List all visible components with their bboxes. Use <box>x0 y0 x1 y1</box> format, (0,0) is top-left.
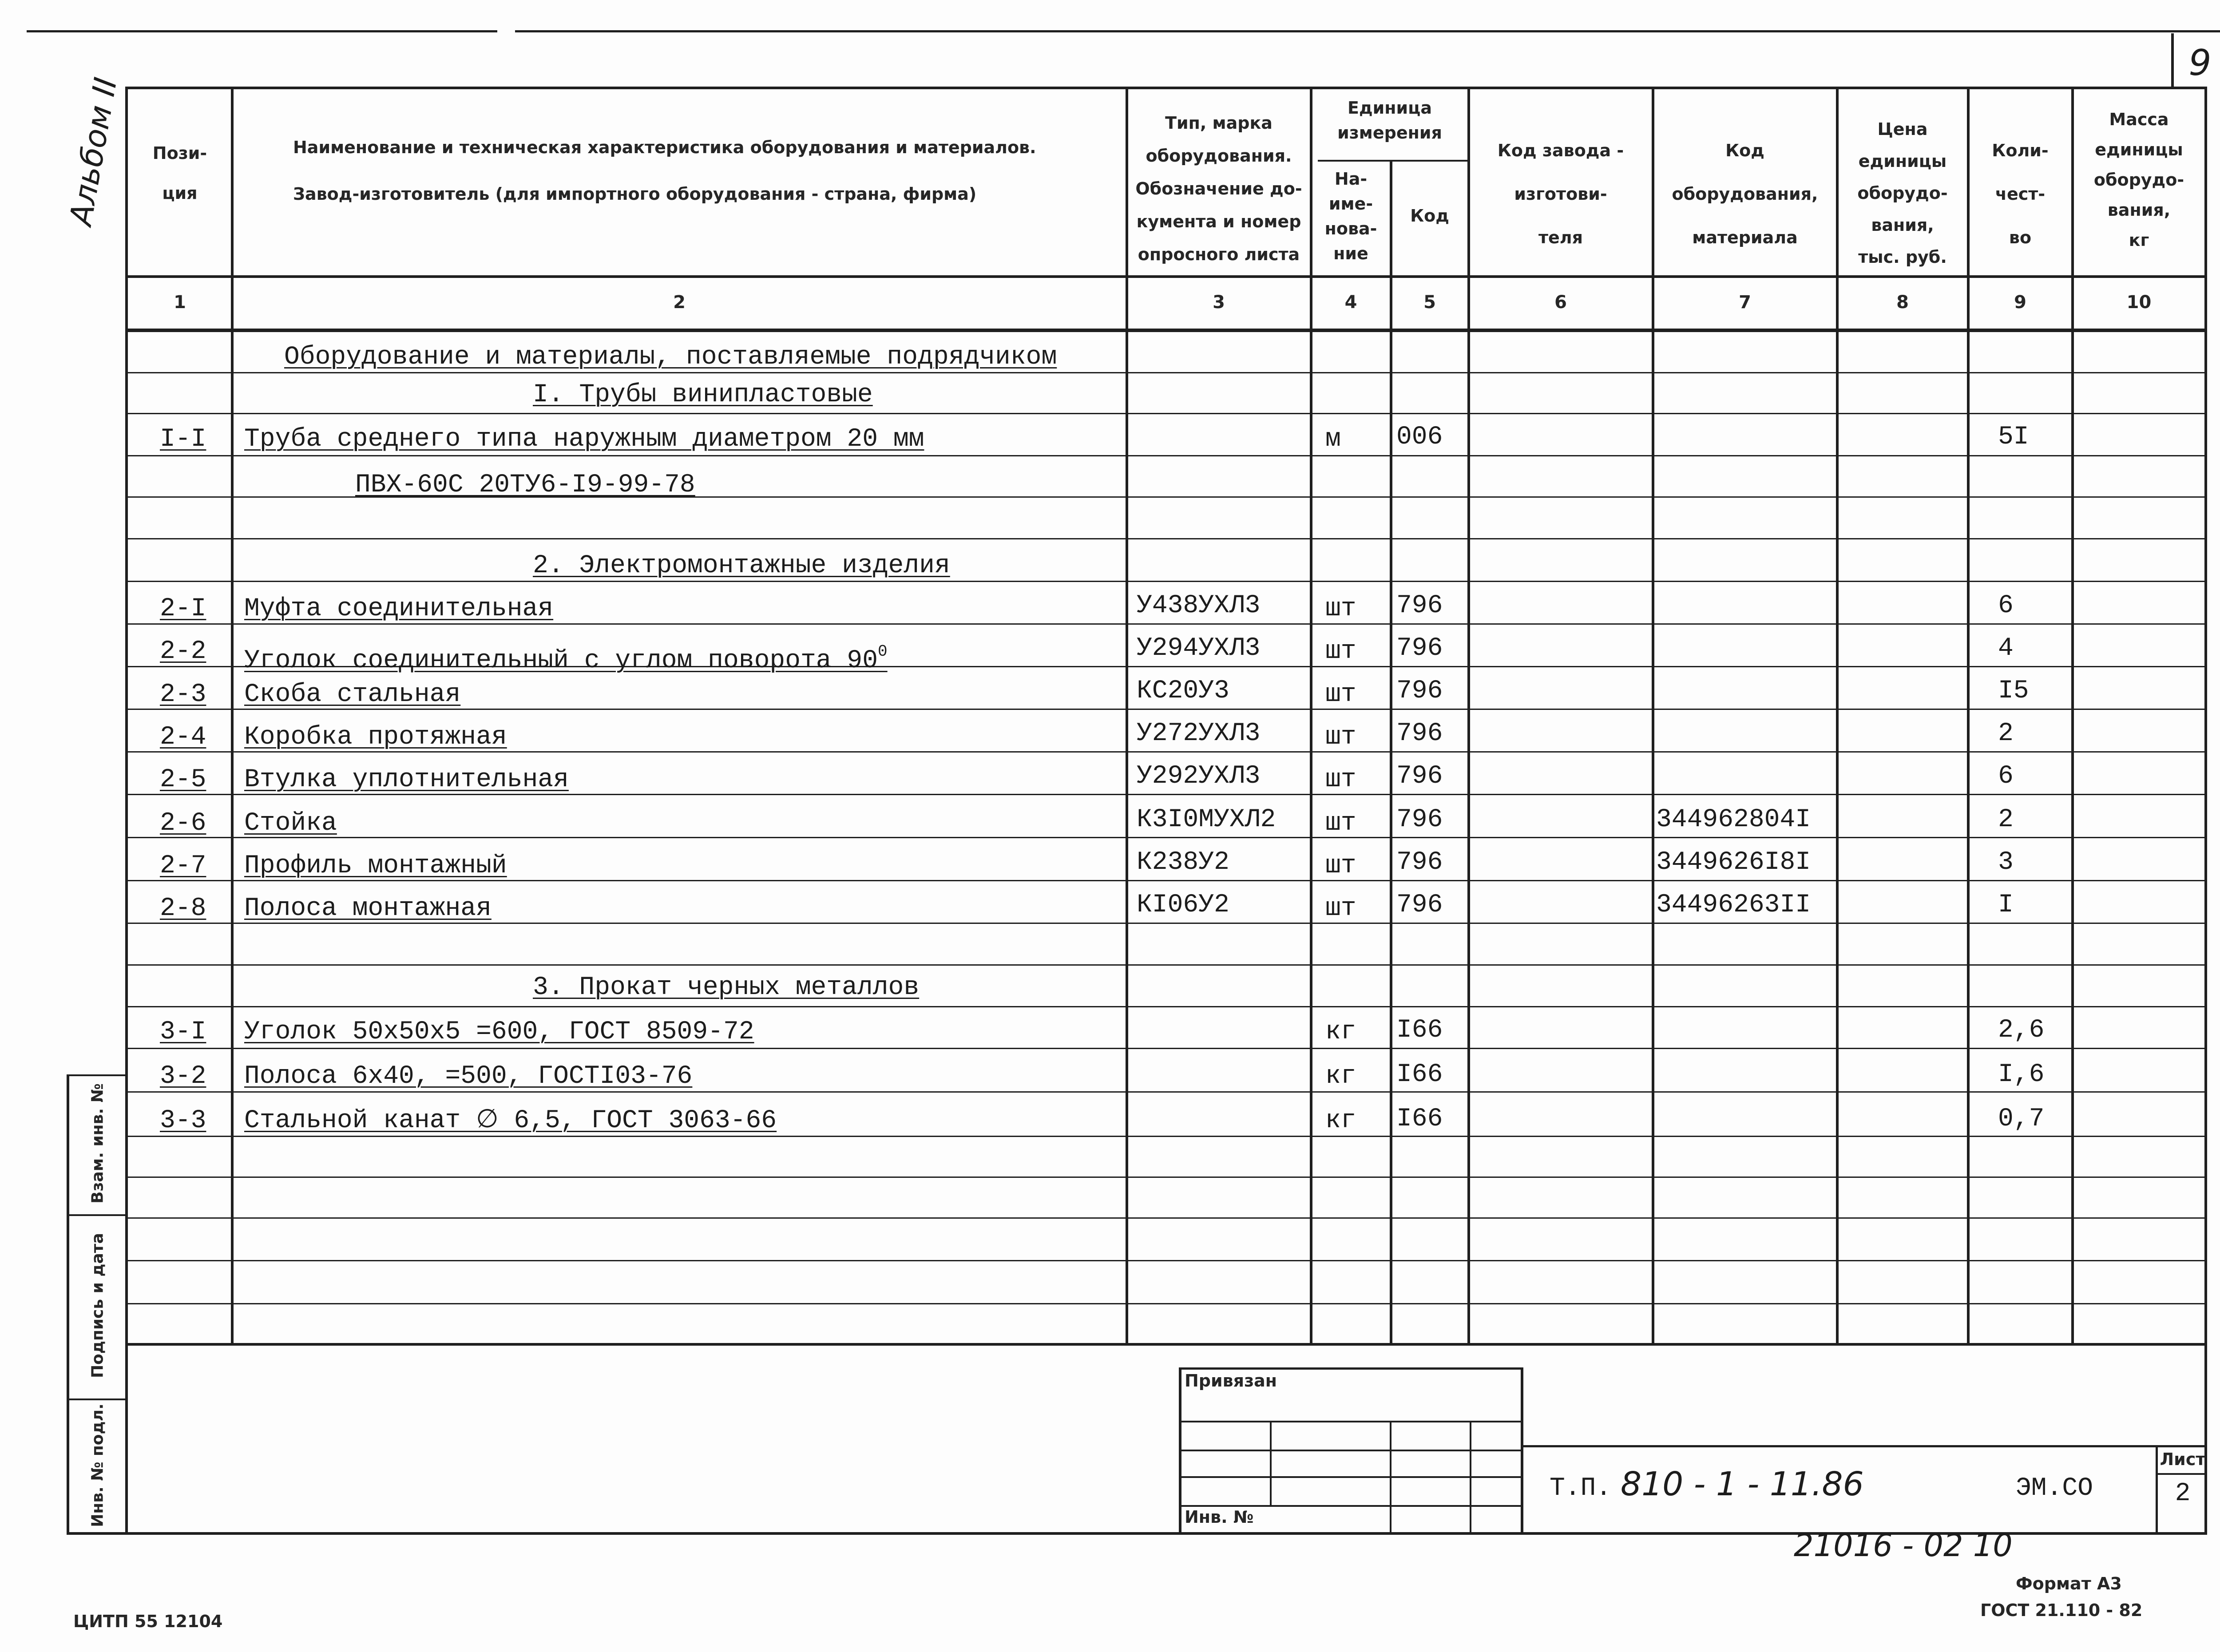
col-num-10: 10 <box>2126 292 2152 313</box>
row-pos: 2-3 <box>160 680 206 709</box>
row-pos: 3-I <box>160 1018 206 1046</box>
row-name: Уголок 50х50х5 =600, ГОСТ 8509-72 <box>244 1018 754 1046</box>
col-line-3 <box>1310 87 1312 1345</box>
group-title: 3. Прокат черных металлов <box>533 973 920 1002</box>
col-num-8: 8 <box>1896 292 1909 313</box>
row-name: Стальной канат ∅ 6,5, ГОСТ 3063-66 <box>244 1106 777 1135</box>
row-code: 796 <box>1396 634 1443 663</box>
tb-doc-code-hand: 810 - 1 - 11.86 <box>1621 1465 1864 1503</box>
header-unit-code: Код <box>1410 206 1449 226</box>
row-type: У294УХЛ3 <box>1137 634 1261 663</box>
header-unit-group: Единица измерения <box>1337 98 1442 143</box>
section-title: Оборудование и материалы, поставляемые подрядчиком <box>284 343 1057 372</box>
row-name: Полоса 6х40, =500, ГОСТI03-76 <box>244 1062 693 1091</box>
row-pos: 2-6 <box>160 809 206 838</box>
row-line <box>125 1006 2207 1007</box>
col-line-8 <box>1967 87 1970 1345</box>
header-unit-name: На- име- нова- ние <box>1324 169 1377 263</box>
group-title: 2. Электромонтажные изделия <box>533 551 950 580</box>
row-line <box>125 1260 2207 1261</box>
side-stamp-left <box>67 1074 69 1535</box>
col-line-1 <box>231 87 234 1345</box>
row-code: 796 <box>1396 848 1443 877</box>
header-type-mark: Тип, марка оборудования. Обозначение до- кумента и номер опросного листа <box>1135 113 1302 264</box>
row-type: К3I0МУХЛ2 <box>1137 805 1276 834</box>
colnum-bottom-line <box>125 329 2207 332</box>
row-name: ПВХ-60С 20ТУ6-I9-99-78 <box>355 471 695 499</box>
col-num-9: 9 <box>2014 292 2026 313</box>
tb-doc-mark: ЭМ.СО <box>2016 1474 2093 1503</box>
page-number: 9 <box>2188 42 2212 83</box>
tb-right <box>1521 1367 1523 1532</box>
row-qty: 2 <box>1998 719 2014 748</box>
row-qty: 6 <box>1998 762 2014 791</box>
top-rule-right <box>515 30 2220 32</box>
row-type: К238У2 <box>1137 848 1229 877</box>
row-unit: кг <box>1325 1106 1356 1135</box>
row-code: 796 <box>1396 805 1443 834</box>
row-code: 006 <box>1396 423 1443 452</box>
row-line <box>125 837 2207 838</box>
row-qty: 4 <box>1998 634 2014 663</box>
header-position: Пози- ция <box>152 143 207 203</box>
frame-left <box>125 87 128 1535</box>
row-equipment-code: 34496263II <box>1656 891 1811 919</box>
row-pos: 2-8 <box>160 894 206 923</box>
header-quantity: Коли- чест- во <box>1992 141 2049 247</box>
top-rule-left <box>27 30 497 32</box>
tb-linked-label: Привязан <box>1185 1371 1277 1391</box>
row-line <box>125 964 2207 966</box>
tb-sheet-split <box>2156 1473 2207 1475</box>
album-mark: Альбом II <box>62 75 124 228</box>
row-code: 796 <box>1396 719 1443 748</box>
stamp-inv-orig-label: Инв. № подл. <box>88 1403 107 1527</box>
row-name: Профиль монтажный <box>244 852 507 880</box>
degree-superscript: 0 <box>878 642 888 661</box>
col-line-9 <box>2071 87 2074 1345</box>
row-line <box>125 413 2207 414</box>
col-line-6 <box>1652 87 1654 1345</box>
header-unit-mass: Масса единицы оборудо- вания, кг <box>2093 110 2184 250</box>
row-name-text: Уголок соединительный с углом поворота 90 <box>244 646 878 675</box>
col-line-4 <box>1390 160 1392 1345</box>
row-pos: I-I <box>160 425 206 454</box>
archive-number: 21016 - 02 10 <box>1794 1527 2013 1564</box>
col-num-4: 4 <box>1344 292 1357 313</box>
col-num-7: 7 <box>1739 292 1751 313</box>
row-unit: шт <box>1325 594 1356 623</box>
header-name: Наименование и техническая характеристика оборудования и материалов. Завод-изготовитель (для импортного оборудования - страна, фирма) <box>293 138 1036 204</box>
row-unit: шт <box>1325 894 1356 923</box>
row-unit: кг <box>1325 1062 1356 1091</box>
row-name: Полоса монтажная <box>244 894 492 923</box>
row-unit: шт <box>1325 852 1356 880</box>
row-name: Коробка протяжная <box>244 723 507 752</box>
row-code: 796 <box>1396 677 1443 705</box>
tb-sheet-value: 2 <box>2175 1479 2191 1508</box>
col-line-5 <box>1467 87 1470 1345</box>
row-pos: 2-7 <box>160 852 206 880</box>
row-unit: шт <box>1325 809 1356 838</box>
col-line-7 <box>1836 87 1839 1345</box>
row-qty: I <box>1998 891 2014 919</box>
row-line <box>125 538 2207 539</box>
row-type: У438УХЛ3 <box>1137 591 1261 620</box>
row-code: 796 <box>1396 591 1443 620</box>
row-equipment-code: 3449626I8I <box>1656 848 1811 877</box>
tb-top <box>1179 1367 1523 1370</box>
row-code: I66 <box>1396 1060 1443 1089</box>
row-type: КI06У2 <box>1137 891 1229 919</box>
stamp-sign-date-label: Подпись и дата <box>88 1233 107 1378</box>
row-pos: 2-4 <box>160 723 206 752</box>
row-qty: I,6 <box>1998 1060 2045 1089</box>
row-unit: шт <box>1325 765 1356 794</box>
row-line <box>125 1177 2207 1178</box>
row-qty: 2 <box>1998 805 2014 834</box>
row-unit: шт <box>1325 680 1356 709</box>
header-unit-price: Цена единицы оборудо- вания, тыс. руб. <box>1857 119 1948 267</box>
tb-sheet-left <box>2156 1445 2158 1532</box>
row-code: I66 <box>1396 1016 1443 1045</box>
row-pos: 2-I <box>160 594 206 623</box>
row-pos: 3-2 <box>160 1062 206 1091</box>
tb-col <box>1470 1421 1471 1532</box>
row-code: 796 <box>1396 762 1443 791</box>
row-line <box>125 1048 2207 1049</box>
row-unit: м <box>1325 425 1341 454</box>
group-title: I. Трубы винипластовые <box>533 380 873 409</box>
row-name: Стойка <box>244 809 337 838</box>
row-equipment-code: 344962804I <box>1656 805 1811 834</box>
row-name <box>244 636 888 677</box>
col-line-2 <box>1126 87 1128 1345</box>
row-pos: 3-3 <box>160 1106 206 1135</box>
row-name: Скоба стальная <box>244 680 461 709</box>
gost-label: ГОСТ 21.110 - 82 <box>1980 1600 2143 1620</box>
row-name: Втулка уплотнительная <box>244 765 569 794</box>
row-line <box>125 1303 2207 1304</box>
row-line <box>125 455 2207 456</box>
row-qty: 2,6 <box>1998 1016 2045 1045</box>
row-type: У292УХЛ3 <box>1137 762 1261 791</box>
tb-col <box>1270 1421 1272 1505</box>
col-num-3: 3 <box>1213 292 1225 313</box>
row-pos: 2-2 <box>160 637 206 666</box>
header-bottom-line <box>125 275 2207 278</box>
row-code: I66 <box>1396 1105 1443 1133</box>
table-bottom-line <box>125 1343 2207 1346</box>
row-qty: 5I <box>1998 423 2029 452</box>
row-qty: I5 <box>1998 677 2029 705</box>
tb-left <box>1179 1367 1181 1532</box>
row-qty: 3 <box>1998 848 2014 877</box>
row-name: Труба среднего типа наружным диаметром 20 мм <box>244 425 924 454</box>
row-type: У272УХЛ3 <box>1137 719 1261 748</box>
tb-doc-code-typed: Т.П. <box>1550 1474 1612 1503</box>
row-type: КС20У3 <box>1137 677 1229 705</box>
tb-doc-top <box>1521 1445 2207 1447</box>
col-num-6: 6 <box>1554 292 1567 313</box>
tb-inv-label: Инв. № <box>1185 1507 1254 1527</box>
row-qty: 0,7 <box>1998 1105 2045 1133</box>
tb-col <box>1390 1421 1391 1532</box>
frame-right <box>2204 87 2207 1535</box>
row-line <box>125 1217 2207 1219</box>
row-unit: шт <box>1325 723 1356 752</box>
row-pos: 2-5 <box>160 765 206 794</box>
row-line <box>125 581 2207 582</box>
row-qty: 6 <box>1998 591 2014 620</box>
header-factory-code: Код завода - изготови- теля <box>1497 141 1624 247</box>
row-code: 796 <box>1396 891 1443 919</box>
col-num-5: 5 <box>1423 292 1436 313</box>
printer-mark: ЦИТП 55 12104 <box>73 1612 223 1631</box>
header-equipment-code: Код оборудования, материала <box>1672 141 1818 247</box>
format-label: Формат А3 <box>2016 1574 2122 1593</box>
stamp-swap-inv-label: Взам. инв. № <box>88 1083 107 1204</box>
unit-split-line <box>1318 160 1469 162</box>
row-unit: шт <box>1325 637 1356 666</box>
table-top-line <box>125 87 2207 89</box>
row-name: Муфта соединительная <box>244 594 554 623</box>
row-unit: кг <box>1325 1018 1356 1046</box>
page-box-left <box>2171 33 2174 89</box>
col-num-2: 2 <box>673 292 686 313</box>
col-num-1: 1 <box>174 292 186 313</box>
tb-sheet-label: Лист <box>2160 1450 2206 1469</box>
